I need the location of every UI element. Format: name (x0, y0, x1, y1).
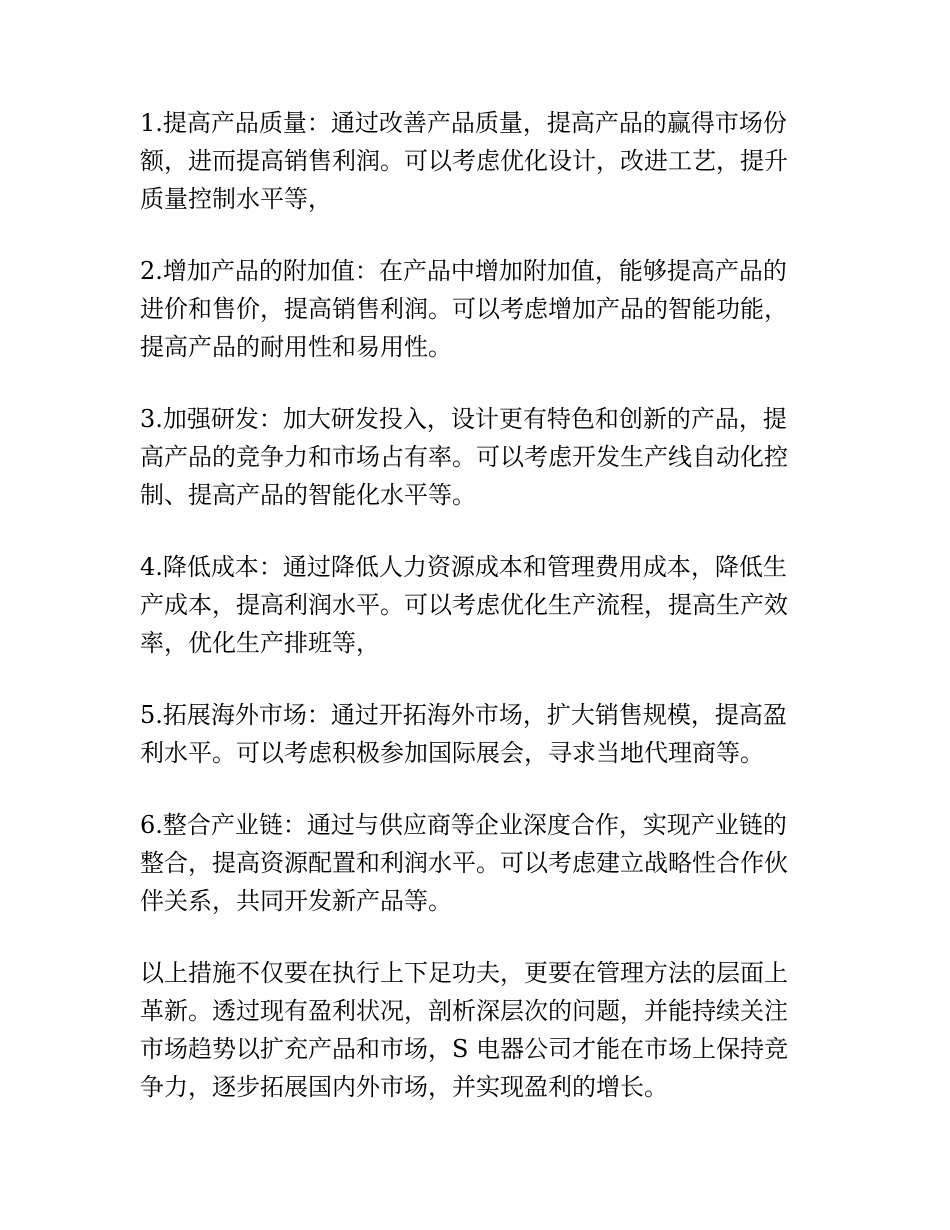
paragraph-added-value: 2.增加产品的附加值：在产品中增加附加值，能够提高产品的 进价和售价，提高销售利润。可以考虑增加产品的智能功能， 提高产品的耐用性和易用性。 (140, 257, 788, 361)
paragraph-overseas-market: 5.拓展海外市场：通过开拓海外市场，扩大销售规模，提高盈 利水平。可以考虑积极参加国际展会，寻求当地代理商等。 (140, 701, 787, 767)
paragraph-research-development: 3.加强研发：加大研发投入，设计更有特色和创新的产品，提 高产品的竞争力和市场占有率。可以考虑开发生产线自动化控 制、提高产品的智能化水平等。 (140, 405, 788, 509)
paragraph-reduce-cost: 4.降低成本：通过降低人力资源成本和管理费用成本，降低生 产成本，提高利润水平。可以考虑优化生产流程，提高生产效 率，优化生产排班等， (140, 553, 788, 657)
paragraph-industry-chain: 6.整合产业链：通过与供应商等企业深度合作，实现产业链的 整合，提高资源配置和利润水平。可以考虑建立战略性合作伙 伴关系，共同开发新产品等。 (140, 811, 788, 915)
paragraph-conclusion: 以上措施不仅要在执行上下足功夫，更要在管理方法的层面上 革新。透过现有盈利状况，剖析深层次的问题，并能持续关注 市场趋势以扩充产品和市场，S 电器公司才能在市场上保持竞 争力，逐步拓展国内外市场，并实现盈利的增长。 (140, 959, 789, 1101)
document-page (140, 104, 814, 1140)
paragraph-improve-quality: 1.提高产品质量：通过改善产品质量，提高产品的赢得市场份 额，进而提高销售利润。可以考虑优化设计，改进工艺，提升 质量控制水平等， (140, 109, 788, 213)
